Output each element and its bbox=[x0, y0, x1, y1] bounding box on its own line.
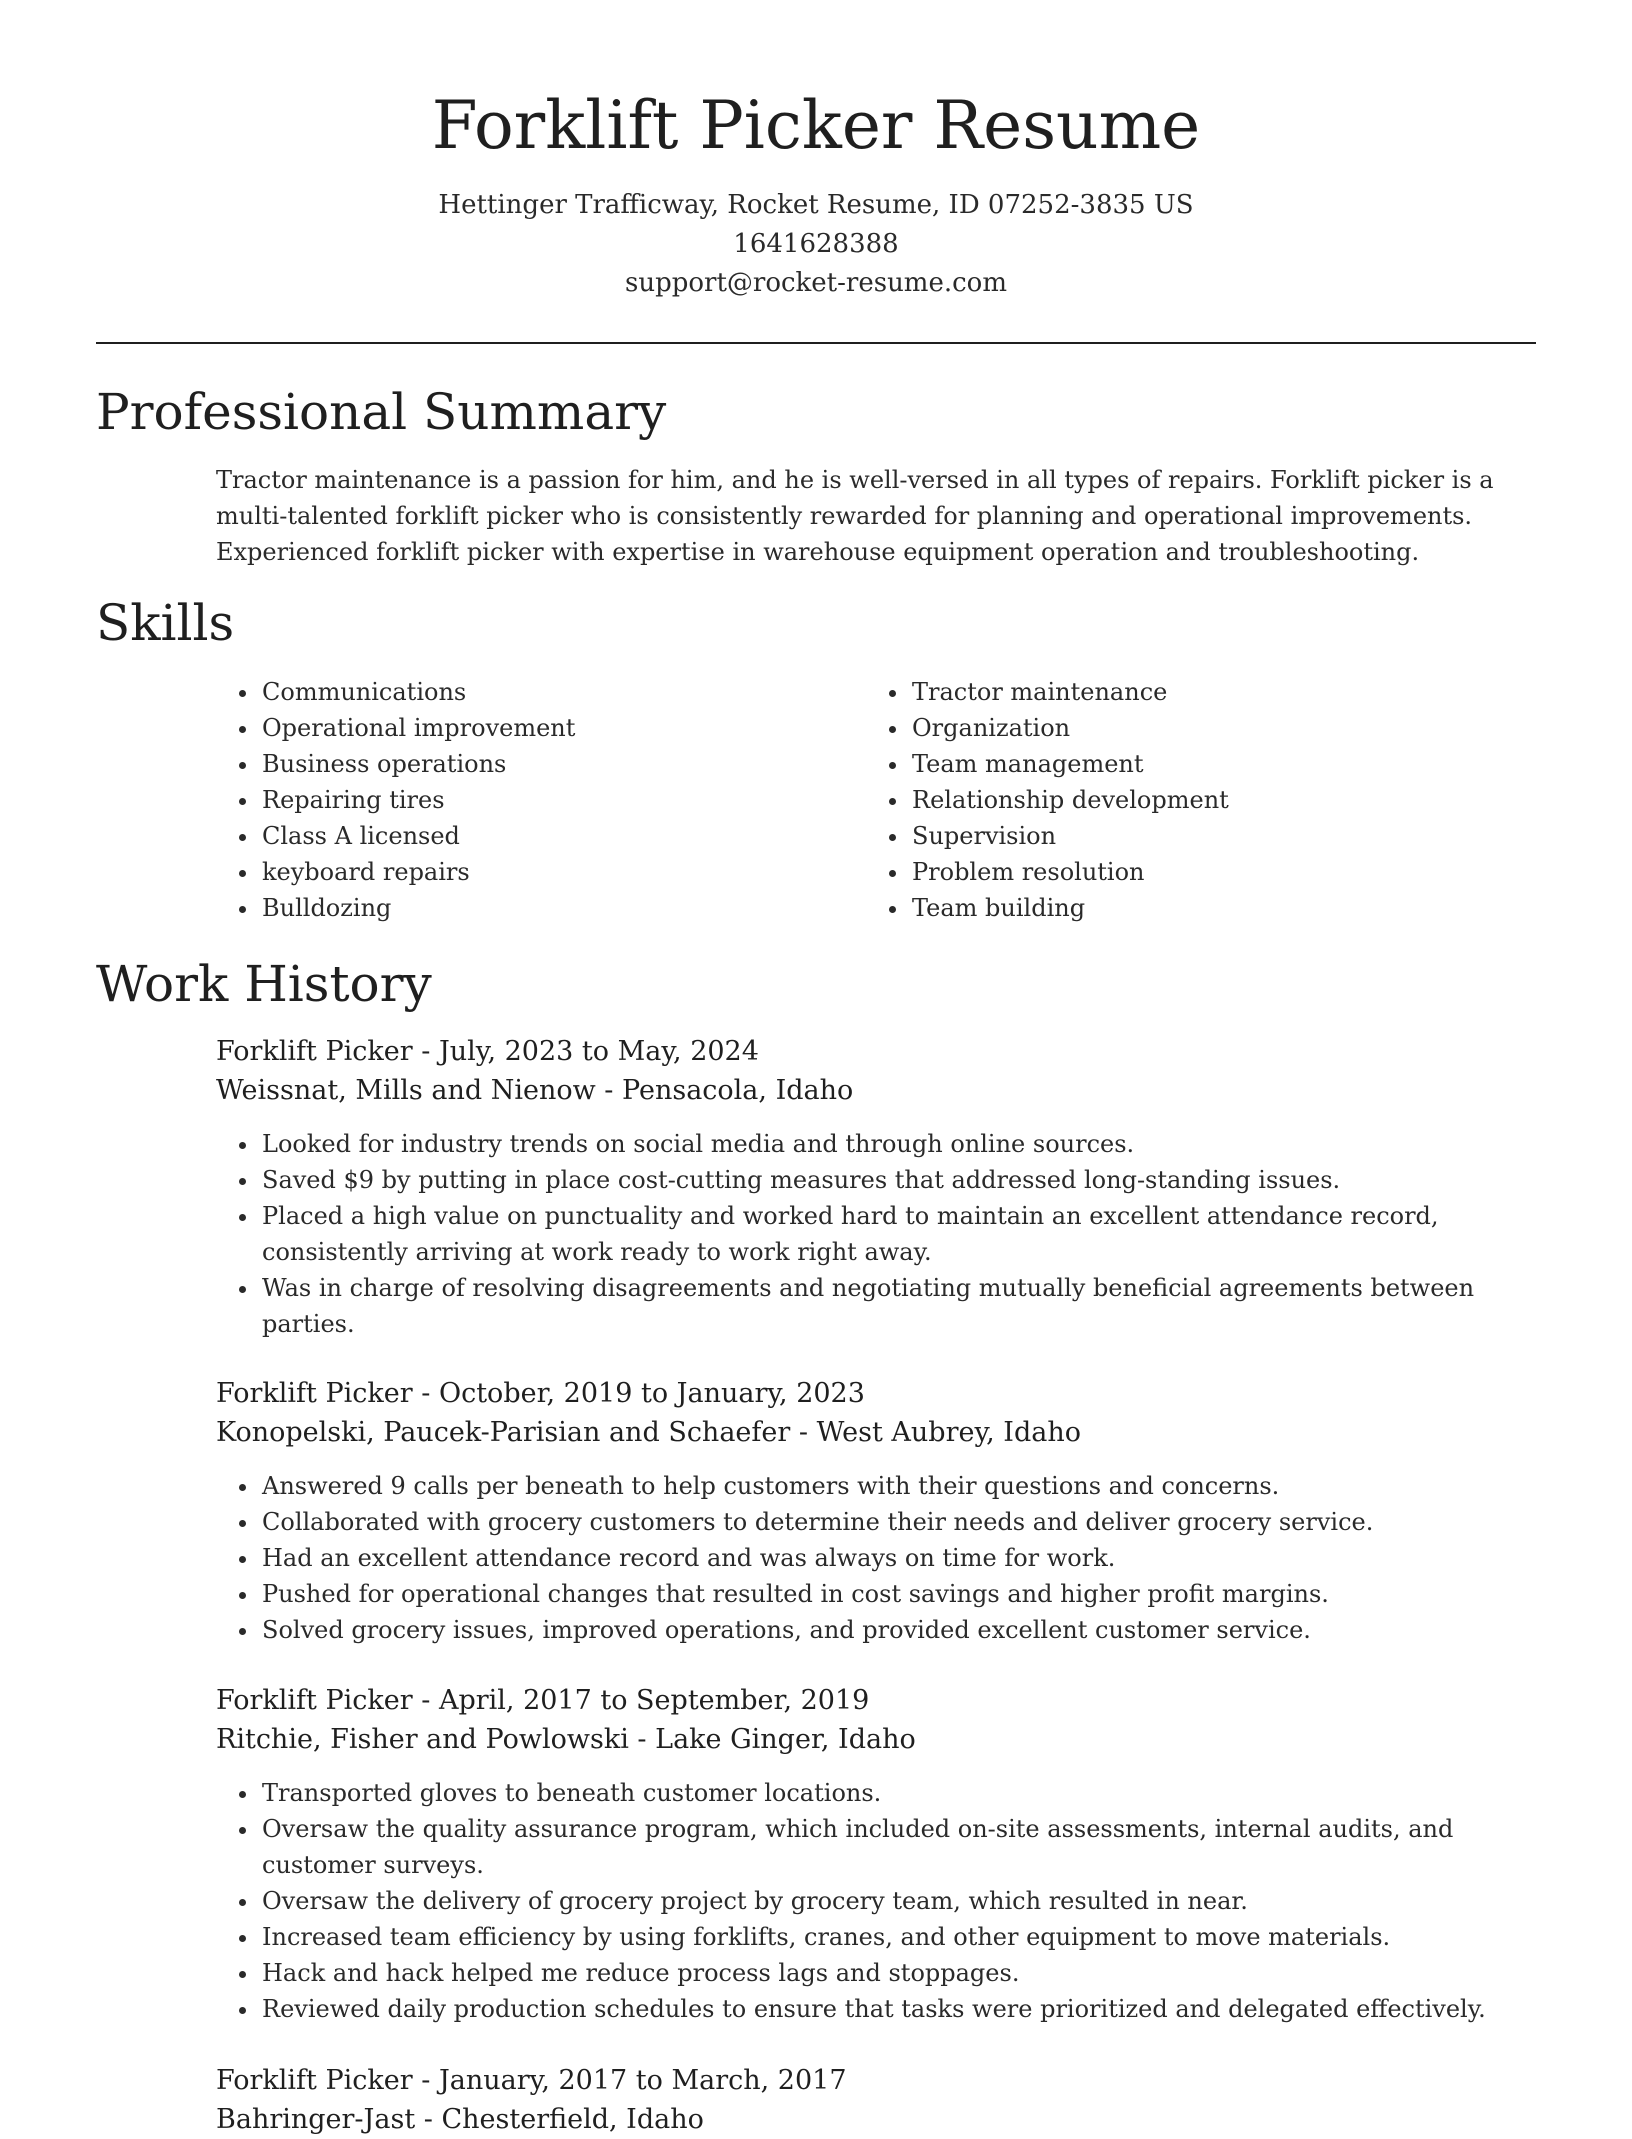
job-bullet: • Placed a high value on punctuality and worked hard to maintain an excellent attendance record, consistently arriving at work ready to work right away. bbox=[260, 1198, 1536, 1270]
skill-item: • Problem resolution bbox=[910, 854, 1510, 890]
skill-item: • Operational improvement bbox=[260, 710, 860, 746]
job-location: Chesterfield, Idaho bbox=[441, 2104, 704, 2135]
job-title: Forklift Picker bbox=[216, 1685, 413, 1716]
job-bullets bbox=[216, 1775, 1536, 2027]
job-title-line: Forklift Picker - April, 2017 to September, 2019 bbox=[216, 1685, 870, 1716]
job-company-line: Weissnat, Mills and Nienow - Pensacola, Idaho bbox=[216, 1075, 854, 1106]
job-entry bbox=[216, 2061, 1536, 2139]
skills-list-right bbox=[866, 674, 1510, 926]
skill-item: • Team building bbox=[910, 890, 1510, 926]
skill-item: • Repairing tires bbox=[260, 782, 860, 818]
job-location: Lake Ginger, Idaho bbox=[655, 1724, 916, 1755]
job-company: Bahringer-Jast bbox=[216, 2104, 416, 2135]
job-company-line: Konopelski, Paucek-Parisian and Schaefer - West Aubrey, Idaho bbox=[216, 1417, 1081, 1448]
skill-item: • Communications bbox=[260, 674, 860, 710]
job-title: Forklift Picker bbox=[216, 2065, 413, 2096]
summary-heading: Professional Summary bbox=[96, 383, 667, 441]
contact-email: support@rocket-resume.com bbox=[624, 268, 1007, 298]
resume-title: Forklift Picker Resume bbox=[431, 87, 1201, 164]
skill-item: • Organization bbox=[910, 710, 1510, 746]
job-location: West Aubrey, Idaho bbox=[816, 1417, 1081, 1448]
skill-item: • keyboard repairs bbox=[260, 854, 860, 890]
job-bullet: • Collaborated with grocery customers to determine their needs and deliver grocery service. bbox=[260, 1504, 1536, 1540]
job-entry bbox=[216, 1032, 1536, 1342]
skill-item: • Team management bbox=[910, 746, 1510, 782]
job-bullet: • Transported gloves to beneath customer locations. bbox=[260, 1775, 1536, 1811]
resume-header bbox=[96, 78, 1536, 303]
job-bullet: • Looked for industry trends on social media and through online sources. bbox=[260, 1126, 1536, 1162]
job-title-line: Forklift Picker - July, 2023 to May, 2024 bbox=[216, 1036, 759, 1067]
job-bullet: • Pushed for operational changes that resulted in cost savings and higher profit margins. bbox=[260, 1576, 1536, 1612]
contact-address: Hettinger Trafficway, Rocket Resume, ID 07252-3835 US bbox=[438, 190, 1194, 220]
job-location: Pensacola, Idaho bbox=[622, 1075, 854, 1106]
skill-item: • Tractor maintenance bbox=[910, 674, 1510, 710]
job-bullets bbox=[216, 1468, 1536, 1648]
job-company: Weissnat, Mills and Nienow bbox=[216, 1075, 596, 1106]
job-bullet: • Oversaw the quality assurance program, which included on-site assessments, internal audits, and customer surveys. bbox=[260, 1811, 1536, 1883]
job-company-line: Bahringer-Jast - Chesterfield, Idaho bbox=[216, 2104, 704, 2135]
contact-phone: 1641628388 bbox=[733, 229, 899, 259]
job-title-line: Forklift Picker - January, 2017 to March, 2017 bbox=[216, 2065, 847, 2096]
job-bullet: • Increased team efficiency by using forklifts, cranes, and other equipment to move materials. bbox=[260, 1919, 1536, 1955]
work-history-heading: Work History bbox=[96, 955, 432, 1013]
job-company-line: Ritchie, Fisher and Powlowski - Lake Ginger, Idaho bbox=[216, 1724, 916, 1755]
job-entry bbox=[216, 1681, 1536, 2027]
job-title-line: Forklift Picker - October, 2019 to January, 2023 bbox=[216, 1378, 865, 1409]
job-title: Forklift Picker bbox=[216, 1378, 413, 1409]
job-bullet: • Hack and hack helped me reduce process lags and stoppages. bbox=[260, 1955, 1536, 1991]
job-dates: January, 2017 to March, 2017 bbox=[438, 2065, 847, 2096]
job-bullets bbox=[216, 1126, 1536, 1342]
job-bullet: • Solved grocery issues, improved operations, and provided excellent customer service. bbox=[260, 1612, 1536, 1648]
skill-item: • Class A licensed bbox=[260, 818, 860, 854]
job-dates: April, 2017 to September, 2019 bbox=[438, 1685, 870, 1716]
job-bullet: • Had an excellent attendance record and was always on time for work. bbox=[260, 1540, 1536, 1576]
skills-heading: Skills bbox=[96, 594, 235, 652]
job-bullet: • Reviewed daily production schedules to ensure that tasks were prioritized and delegated effectively. bbox=[260, 1991, 1536, 2027]
job-bullet: • Saved $9 by putting in place cost-cutting measures that addressed long-standing issues. bbox=[260, 1162, 1536, 1198]
job-title: Forklift Picker bbox=[216, 1036, 413, 1067]
skill-item: • Relationship development bbox=[910, 782, 1510, 818]
job-dates: October, 2019 to January, 2023 bbox=[438, 1378, 865, 1409]
job-company: Ritchie, Fisher and Powlowski bbox=[216, 1724, 629, 1755]
job-dates: July, 2023 to May, 2024 bbox=[438, 1036, 759, 1067]
job-entry bbox=[216, 1374, 1536, 1648]
skill-item: • Bulldozing bbox=[260, 890, 860, 926]
skill-item: • Business operations bbox=[260, 746, 860, 782]
skill-item: • Supervision bbox=[910, 818, 1510, 854]
job-company: Konopelski, Paucek-Parisian and Schaefer bbox=[216, 1417, 791, 1448]
job-bullet: • Oversaw the delivery of grocery project by grocery team, which resulted in near. bbox=[260, 1883, 1536, 1919]
job-bullet: • Was in charge of resolving disagreements and negotiating mutually beneficial agreements between parties. bbox=[260, 1270, 1536, 1342]
job-bullet: • Answered 9 calls per beneath to help customers with their questions and concerns. bbox=[260, 1468, 1536, 1504]
header-divider bbox=[96, 342, 1536, 344]
summary-text: Tractor maintenance is a passion for him, and he is well-versed in all types of repairs. Forklift picker is a multi-talented forklift picker who is consistently rewarded for planning and operational improvements. Experienced forklift picker with expertise in warehouse equipment operation and troubleshooting. bbox=[216, 466, 1494, 566]
skills-list-left bbox=[216, 674, 860, 926]
